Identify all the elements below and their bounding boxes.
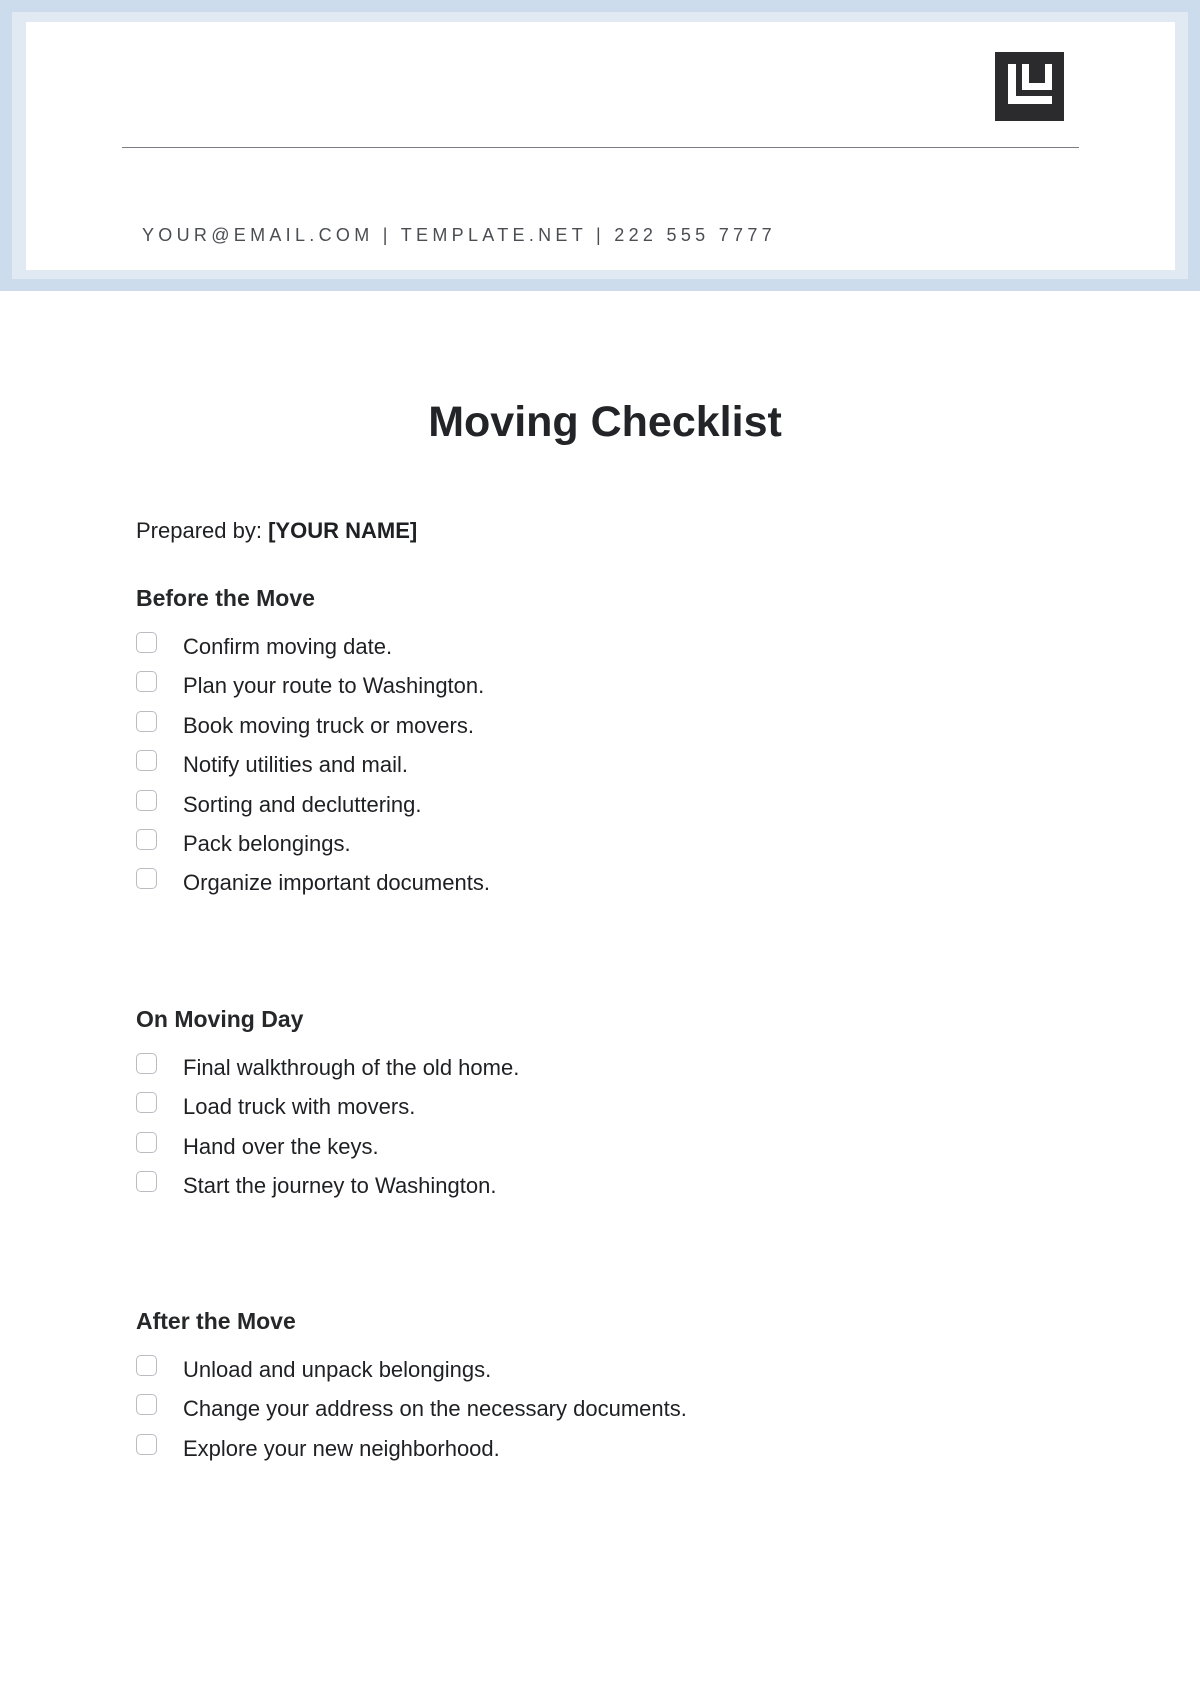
checklist-item-label: Plan your route to Washington. [183, 673, 485, 699]
section-heading: Before the Move [136, 585, 315, 611]
checklist-item-label: Book moving truck or movers. [183, 712, 474, 738]
template-logo-icon [995, 52, 1064, 121]
section-before-the-move [136, 585, 490, 908]
checkbox[interactable] [136, 1434, 157, 1455]
header-divider [122, 147, 1079, 148]
prepared-by-name: [YOUR NAME] [268, 518, 418, 543]
section-after-the-move [136, 1308, 687, 1473]
checklist-item-label: Start the journey to Washington. [183, 1173, 497, 1199]
checklist [136, 1355, 687, 1473]
checklist-item [136, 711, 474, 750]
section-heading: On Moving Day [136, 1006, 304, 1032]
checklist-item-label: Confirm moving date. [183, 634, 393, 659]
checklist-item [136, 790, 422, 829]
checkbox[interactable] [136, 1394, 157, 1415]
section-on-moving-day [136, 1006, 520, 1211]
checklist-item [136, 1092, 416, 1131]
prepared-by-label: Prepared by: [136, 518, 262, 543]
checklist-item [136, 750, 408, 789]
checkbox[interactable] [136, 711, 157, 732]
checklist-item-label: Final walkthrough of the old home. [183, 1055, 520, 1080]
section-heading: After the Move [136, 1308, 296, 1334]
checkbox[interactable] [136, 1355, 157, 1376]
checklist [136, 632, 490, 908]
checklist-item-label: Unload and unpack belongings. [183, 1357, 492, 1382]
checklist-item-label: Load truck with movers. [183, 1094, 416, 1120]
checkbox[interactable] [136, 790, 157, 811]
checkbox[interactable] [136, 1132, 157, 1153]
checkbox[interactable] [136, 868, 157, 889]
checkbox[interactable] [136, 750, 157, 771]
checklist-item [136, 1355, 492, 1394]
page-title: Moving Checklist [428, 398, 782, 446]
prepared-by [136, 518, 417, 544]
checklist-item [136, 1434, 500, 1473]
checklist-item [136, 1171, 497, 1210]
checklist-item-label: Notify utilities and mail. [183, 752, 408, 778]
checkbox[interactable] [136, 829, 157, 850]
checklist-item-label: Pack belongings. [183, 830, 351, 856]
checklist-item-label: Change your address on the necessary documents. [183, 1396, 687, 1422]
checklist-item [136, 1053, 520, 1092]
checklist-item-label: Sorting and decluttering. [183, 791, 422, 817]
checkbox[interactable] [136, 671, 157, 692]
checklist-item [136, 671, 485, 710]
contact-line: YOUR@EMAIL.COM | TEMPLATE.NET | 222 555 7777 [142, 225, 776, 245]
checklist-item-label: Organize important documents. [183, 870, 490, 896]
checklist-item-label: Hand over the keys. [183, 1133, 379, 1159]
checklist [136, 1053, 520, 1211]
checkbox[interactable] [136, 1171, 157, 1192]
checkbox[interactable] [136, 1092, 157, 1113]
checkbox[interactable] [136, 1053, 157, 1074]
checklist-item [136, 632, 393, 671]
checklist-item-label: Explore your new neighborhood. [183, 1435, 500, 1461]
checklist-item [136, 1132, 379, 1171]
checklist-item [136, 1394, 687, 1433]
checklist-item [136, 868, 490, 907]
checklist-item [136, 829, 351, 868]
checkbox[interactable] [136, 632, 157, 653]
